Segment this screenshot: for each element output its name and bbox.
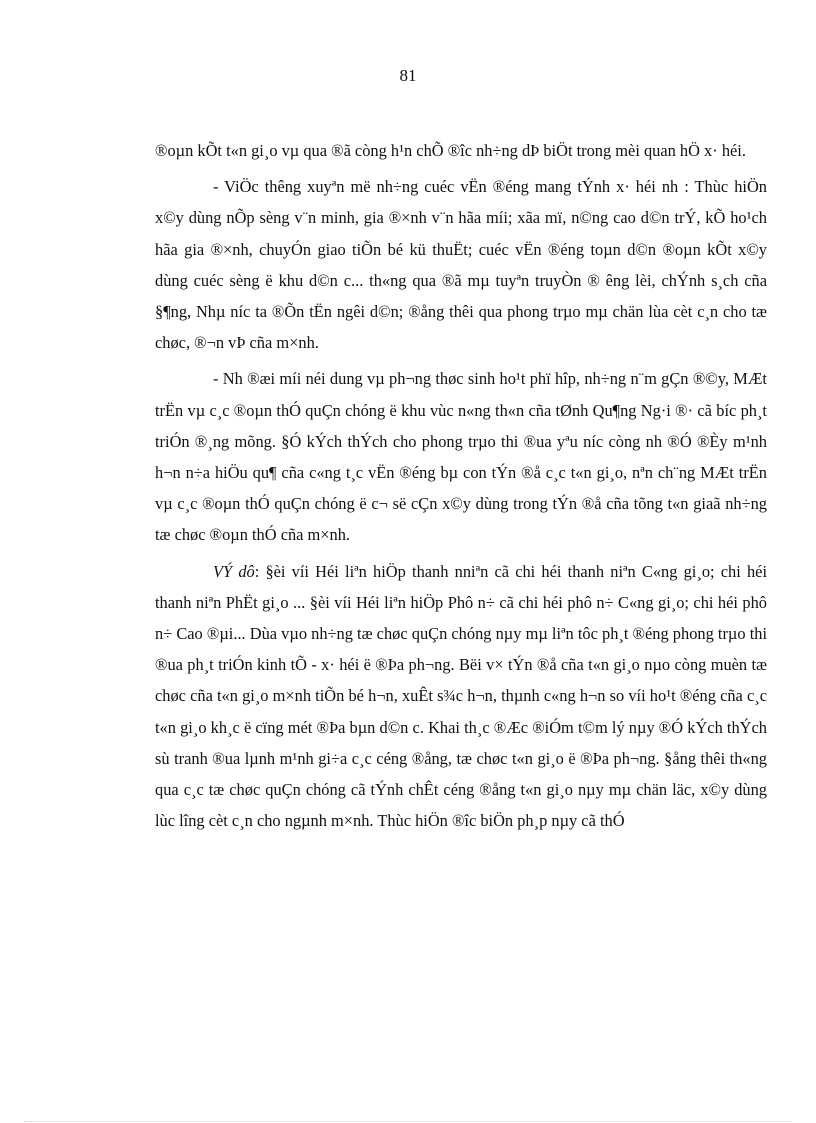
paragraph-text: - ViÖc thêng xuyªn më nh÷ng cuéc vËn ®éng mang tÝnh x· héi nh : Thùc hiÖn x©y dùng nÕp sèng v¨n minh, gia ®×nh v¨n hãa míi; xãa mï, n©ng cao d©n trÝ, kÕ ho¹ch hãa gia ®×nh, chuyÓn giao tiÕn bé kü thuËt; cuéc vËn ®éng toµn d©n ®oµn kÕt x©y dùng cuéc sèng ë khu d©n c... th«ng qua ®ã mµ tuyªn truyÒn ® êng lèi, chÝnh s¸ch cña §¶ng, Nhµ níc ta ®Õn tËn ngêi d©n; ®ång thêi qua phong trµo mµ chän lùa cèt c¸n cho tæ chøc, ®¬n vÞ cña m×nh. (155, 177, 767, 353)
paragraph-1 (155, 135, 767, 166)
page-number: 81 (399, 66, 417, 85)
paragraph-text: - Nh ®æi míi néi dung vµ ph¬ng thøc sinh ho¹t phï hîp, nh÷ng n¨m gÇn ®©y, MÆt trËn vµ c¸c ®oµn thÓ quÇn chóng ë khu vùc n«ng th«n cña tØnh Qu¶ng Ng·i ®· cã bíc ph¸t triÓn ®¸ng mõng. §Ó kÝch thÝch cho phong trµo thi ®ua yªu níc còng nh ®Ó ®Èy m¹nh h¬n n÷a hiÖu qu¶ cña c«ng t¸c vËn ®éng bµ con tÝn ®å c¸c t«n gi¸o, nªn ch¨ng MÆt trËn vµ c¸c ®oµn thÓ quÇn chóng ë c¬ së cÇn x©y dùng trong tÝn ®å cña tõng t«n giaã nh÷ng tæ chøc ®oµn thÓ cña m×nh. (155, 369, 767, 545)
example-label: VÝ dô (213, 561, 255, 581)
paragraph-2 (155, 171, 767, 358)
paragraph-4 (155, 556, 767, 837)
paragraph-3 (155, 363, 767, 550)
paragraph-text: ®oµn kÕt t«n gi¸o vµ qua ®ã còng h¹n chÕ ®îc nh÷ng dÞ biÖt trong mèi quan hÖ x· héi. (155, 141, 746, 160)
footer-divider (24, 1121, 792, 1122)
body-text (155, 135, 767, 841)
paragraph-text: : §èi víi Héi liªn hiÖp thanh nniªn cã chi héi thanh niªn C«ng gi¸o; chi héi thanh niªn PhËt gi¸o ... §èi víi Héi liªn hiÖp Phô n÷ cã chi héi phô n÷ C«ng gi¸o; chi héi phô n÷ Cao ®µi... Dùa vµo nh÷ng tæ chøc quÇn chóng nµy mµ liªn tôc ph¸t ®éng phong trµo thi ®ua ph¸t triÓn kinh tÕ - x· héi ë ®Þa ph¬ng. Bëi v× tÝn ®å cña t«n gi¸o nµo còng muèn tæ chøc cña t«n gi¸o m×nh tiÕn bé h¬n, xuÊt s¾c h¬n, thµnh c«ng h¬n so víi ho¹t ®éng cña c¸c t«n gi¸o kh¸c ë cïng mét ®Þa bµn d©n c. Khai th¸c ®Æc ®iÓm t©m lý nµy ®Ó kÝch thÝch sù tranh ®ua lµnh m¹nh gi÷a c¸c céng ®ång, tæ chøc t«n gi¸o ë ®Þa ph¬ng. §ång thêi th«ng qua c¸c tæ chøc quÇn chóng cã tÝnh chÊt céng ®ång t«n gi¸o nµy mµ chän läc, x©y dùng lùc lîng cèt c¸n cho ngµnh m×nh. Thùc hiÖn ®îc biÖn ph¸p nµy cã thÓ (155, 561, 767, 831)
